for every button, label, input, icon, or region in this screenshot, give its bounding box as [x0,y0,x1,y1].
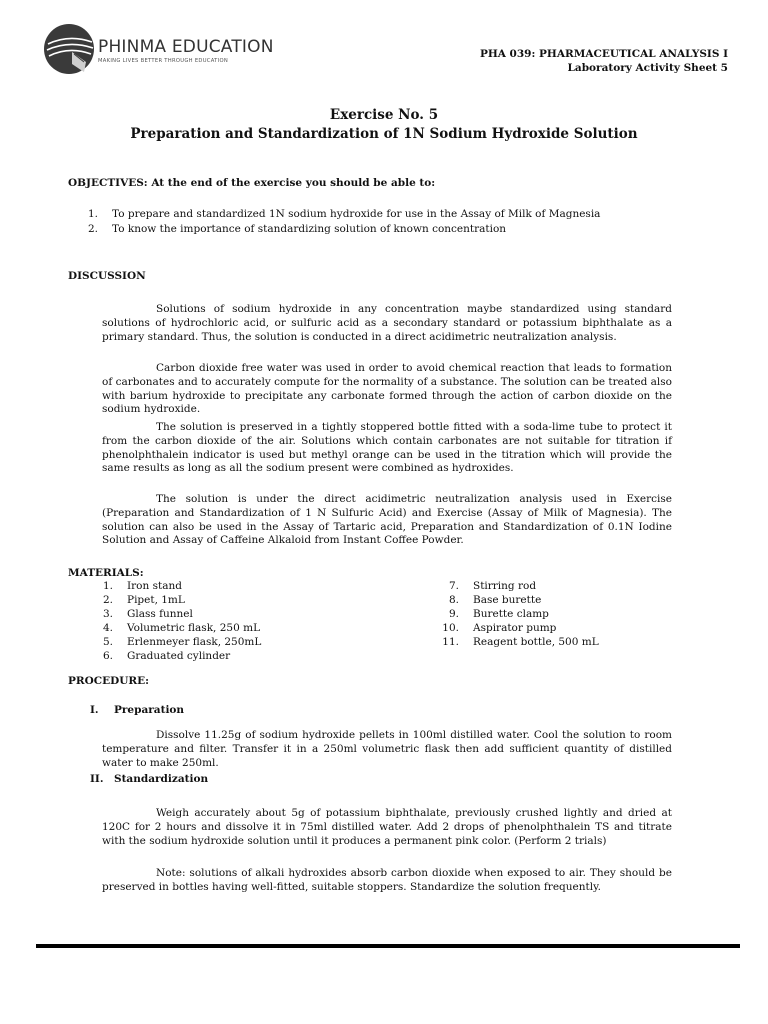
brand-logo [42,22,274,80]
list-item: 3. Glass funnel [102,607,193,620]
list-item: 5. Erlenmeyer flask, 250mL [102,635,262,648]
brand-name: PHINMA EDUCATION [98,37,274,57]
materials-list-right [438,580,738,650]
list-item: 10. Aspirator pump [442,621,557,634]
list-item: 6. Graduated cylinder [102,649,231,662]
list-item: 2. Pipet, 1mL [102,593,185,606]
document-title [0,106,768,144]
exercise-subtitle: Preparation and Standardization of 1N Sodium Hydroxide Solution [130,126,638,142]
list-item: 2. To know the importance of standardizing solution of known concentration [87,223,507,235]
discussion-paragraph: Solutions of sodium hydroxide in any concentration maybe standardized using standard solutions of hydrochloric acid, or sulfuric acid as a secondary standard or potassium biphthalate as a primary standard. Thus, the solution is conducted in a direct acidimetric neutralization analysis. [102,303,672,343]
list-item: 8. Base burette [448,593,542,606]
materials-list-left [92,580,392,663]
discussion-paragraph: The solution is preserved in a tightly stoppered bottle fitted with a soda-lime tube to protect it from the carbon dioxide of the air. Solutions which contain carbonates are not suitable for titration if phenolphthalein indicator is used but methyl orange can be used in the titration which will provide the same results as long as all the sodium present were combined as hydroxides. [102,421,672,475]
exercise-number: Exercise No. 5 [329,107,439,123]
discussion-paragraph: The solution is under the direct acidimetric neutralization analysis used in Exercise (Preparation and Standardization of 1 N Sulfuric Acid) and Exercise (Assay of Milk of Magnesia). The solution can also be used in the Assay of Tartaric acid, Preparation and Standardization of 0.1N Iodine Solution and Assay of Caffeine Alkaloid from Instant Coffee Powder. [102,493,672,547]
procedure-section-title: I. Preparation [90,704,185,716]
procedure-section-title: II. Standardization [90,773,209,785]
list-item: 1. Iron stand [102,580,182,592]
procedure-heading: PROCEDURE: [68,675,149,687]
list-item: 11. Reagent bottle, 500 mL [442,635,599,648]
objectives-list [84,207,704,237]
procedure-paragraph: Dissolve 11.25g of sodium hydroxide pellets in 100ml distilled water. Cool the solution to room temperature and filter. Transfer it in a 250ml volumetric flask then add sufficient quantity of distilled water to make 250ml. [102,729,672,769]
activity-sheet: Laboratory Activity Sheet 5 [567,62,728,74]
brand-tagline: MAKING LIVES BETTER THROUGH EDUCATION [98,58,229,64]
procedure-paragraph: Weigh accurately about 5g of potassium biphthalate, previously crushed lightly and dried at 120C for 2 hours and dissolve it in 75ml distilled water. Add 2 drops of phenolphthalein TS and titrate with the sodium hydroxide solution until it produces a permanent pink color. (Perform 2 trials) [102,807,672,847]
discussion-paragraph: Carbon dioxide free water was used in order to avoid chemical reaction that leads to formation of carbonates and to accurately compute for the normality of a substance. The solution can be treated also with barium hydroxide to precipitate any carbonate formed through the action of carbon dioxide on the sodium hydroxide. [102,362,672,416]
list-item: 4. Volumetric flask, 250 mL [102,621,261,634]
discussion-heading: DISCUSSION [68,270,146,282]
footer-rule [36,944,740,948]
course-code: PHA 039: PHARMACEUTICAL ANALYSIS I [479,48,728,60]
list-item: 7. Stirring rod [448,580,537,592]
objectives-heading: OBJECTIVES: At the end of the exercise you should be able to: [68,177,436,189]
procedure-note: Note: solutions of alkali hydroxides absorb carbon dioxide when exposed to air. They should be preserved in bottles having well-fitted, suitable stoppers. Standardize the solution frequently. [102,867,672,893]
list-item: 1. To prepare and standardized 1N sodium hydroxide for use in the Assay of Milk of Magnesia [87,208,601,220]
phinma-logo-icon [42,22,96,76]
materials-heading: MATERIALS: [68,567,144,579]
list-item: 9. Burette clamp [448,607,549,620]
course-header [480,47,728,75]
